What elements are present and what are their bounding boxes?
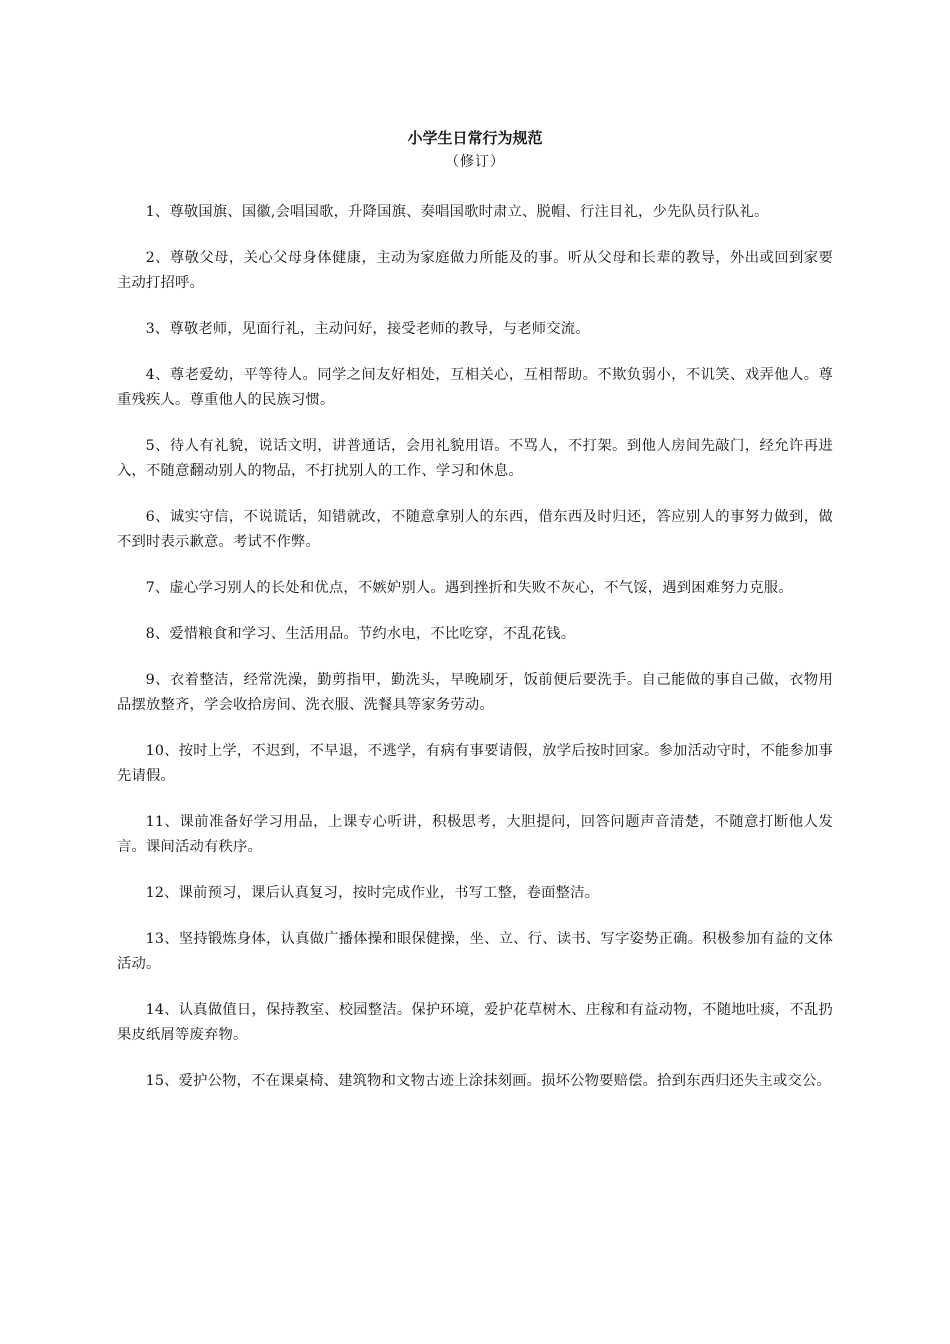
rule-item: 5、待人有礼貌，说话文明，讲普通话，会用礼貌用语。不骂人，不打架。到他人房间先敲门，经允许再进入，不随意翻动别人的物品，不打扰别人的工作、学习和休息。 [117,438,833,479]
rule-item: 15、爱护公物，不在课桌椅、建筑物和文物古迹上涂抹刻画。损坏公物要赔偿。拾到东西归还失主或交公。 [145,1073,832,1089]
document-subtitle: （修订） [445,154,505,170]
rule-item: 10、按时上学，不迟到，不早退，不逃学，有病有事要请假，放学后按时回家。参加活动守时，不能参加事先请假。 [117,743,833,784]
rule-item: 8、爱惜粮食和学习、生活用品。节约水电，不比吃穿，不乱花钱。 [145,626,576,642]
rule-item: 13、坚持锻炼身体，认真做广播体操和眼保健操，坐、立、行、读书、写字姿势正确。积极参加有益的文体活动。 [117,931,833,972]
rule-item: 14、认真做值日，保持教室、校园整洁。保护环境，爱护花草树木、庄稼和有益动物，不随地吐痰，不乱扔果皮纸屑等废弃物。 [117,1002,833,1043]
rule-item: 3、尊敬老师，见面行礼，主动问好，接受老师的教导，与老师交流。 [145,321,590,337]
rule-item: 2、尊敬父母，关心父母身体健康，主动为家庭做力所能及的事。听从父母和长辈的教导，外出或回到家要主动打招呼。 [117,250,833,291]
rule-item: 4、尊老爱幼，平等待人。同学之间友好相处，互相关心，互相帮助。不欺负弱小，不讥笑、戏弄他人。尊重残疾人。尊重他人的民族习惯。 [117,367,833,408]
rule-item: 7、虚心学习别人的长处和优点，不嫉妒别人。遇到挫折和失败不灰心，不气馁，遇到困难努力克服。 [145,580,793,596]
rule-item: 9、衣着整洁，经常洗澡，勤剪指甲，勤洗头，早晚刷牙，饭前便后要洗手。自己能做的事自己做，衣物用品摆放整齐，学会收拾房间、洗衣服、洗餐具等家务劳动。 [117,672,833,713]
rule-item: 6、诚实守信，不说谎话，知错就改，不随意拿别人的东西，借东西及时归还，答应别人的事努力做到，做不到时表示歉意。考试不作弊。 [117,509,833,550]
document-title: 小学生日常行为规范 [407,129,543,147]
rule-item: 12、课前预习，课后认真复习，按时完成作业，书写工整，卷面整洁。 [145,885,600,901]
rule-item: 1、尊敬国旗、国徽,会唱国歌，升降国旗、奏唱国歌时肃立、脱帽、行注目礼，少先队员行队礼。 [145,204,769,220]
rule-item: 11、课前准备好学习用品，上课专心听讲，积极思考，大胆提问，回答问题声音清楚，不随意打断他人发言。课间活动有秩序。 [117,814,833,855]
rules-list [117,200,833,1115]
